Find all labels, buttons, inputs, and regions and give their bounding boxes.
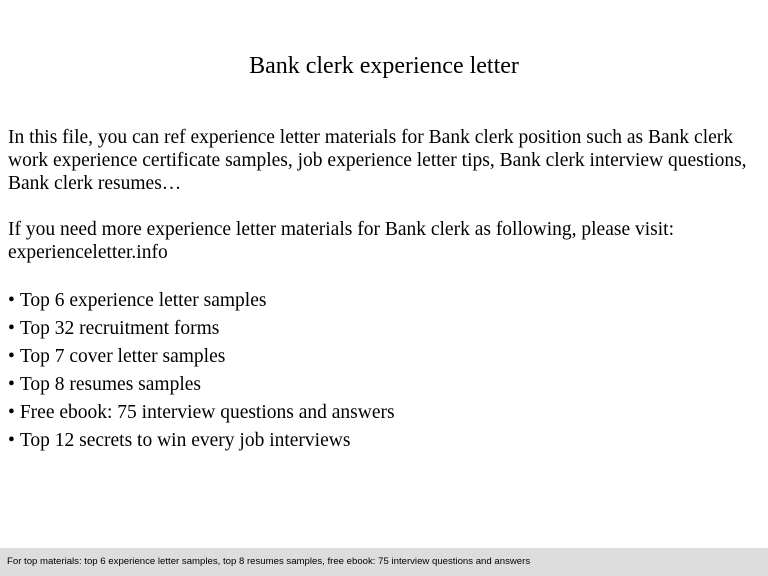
bullet-list [8,287,756,455]
list-item [8,287,756,315]
visit-paragraph: If you need more experience letter materials for Bank clerk as following, please visit: experienceletter.info [8,219,674,263]
bullet-icon: • [8,430,15,451]
list-item-text: Top 12 secrets to win every job interviews [19,430,351,451]
list-item-text: Top 7 cover letter samples [19,346,226,367]
footer-bar: For top materials: top 6 experience letter samples, top 8 resumes samples, free ebook: 75 interview questions and answers [0,548,768,576]
list-item-text: Top 8 resumes samples [19,374,201,395]
list-item-text: Free ebook: 75 interview questions and answers [19,402,395,423]
list-item [8,399,756,427]
page-title: Bank clerk experience letter [249,53,519,79]
list-item [8,427,756,455]
list-item-text: Top 32 recruitment forms [19,318,220,339]
bullet-icon: • [8,374,15,395]
bullet-icon: • [8,346,15,367]
body-content [8,126,756,455]
list-item [8,371,756,399]
bullet-icon: • [8,402,15,423]
list-item [8,315,756,343]
bullet-icon: • [8,290,15,311]
bullet-icon: • [8,318,15,339]
list-item-text: Top 6 experience letter samples [19,290,267,311]
intro-paragraph: In this file, you can ref experience letter materials for Bank clerk position such as Bank clerk work experience certificate samples, job experience letter tips, Bank clerk interview questions, Bank clerk resumes… [8,127,747,194]
list-item [8,343,756,371]
